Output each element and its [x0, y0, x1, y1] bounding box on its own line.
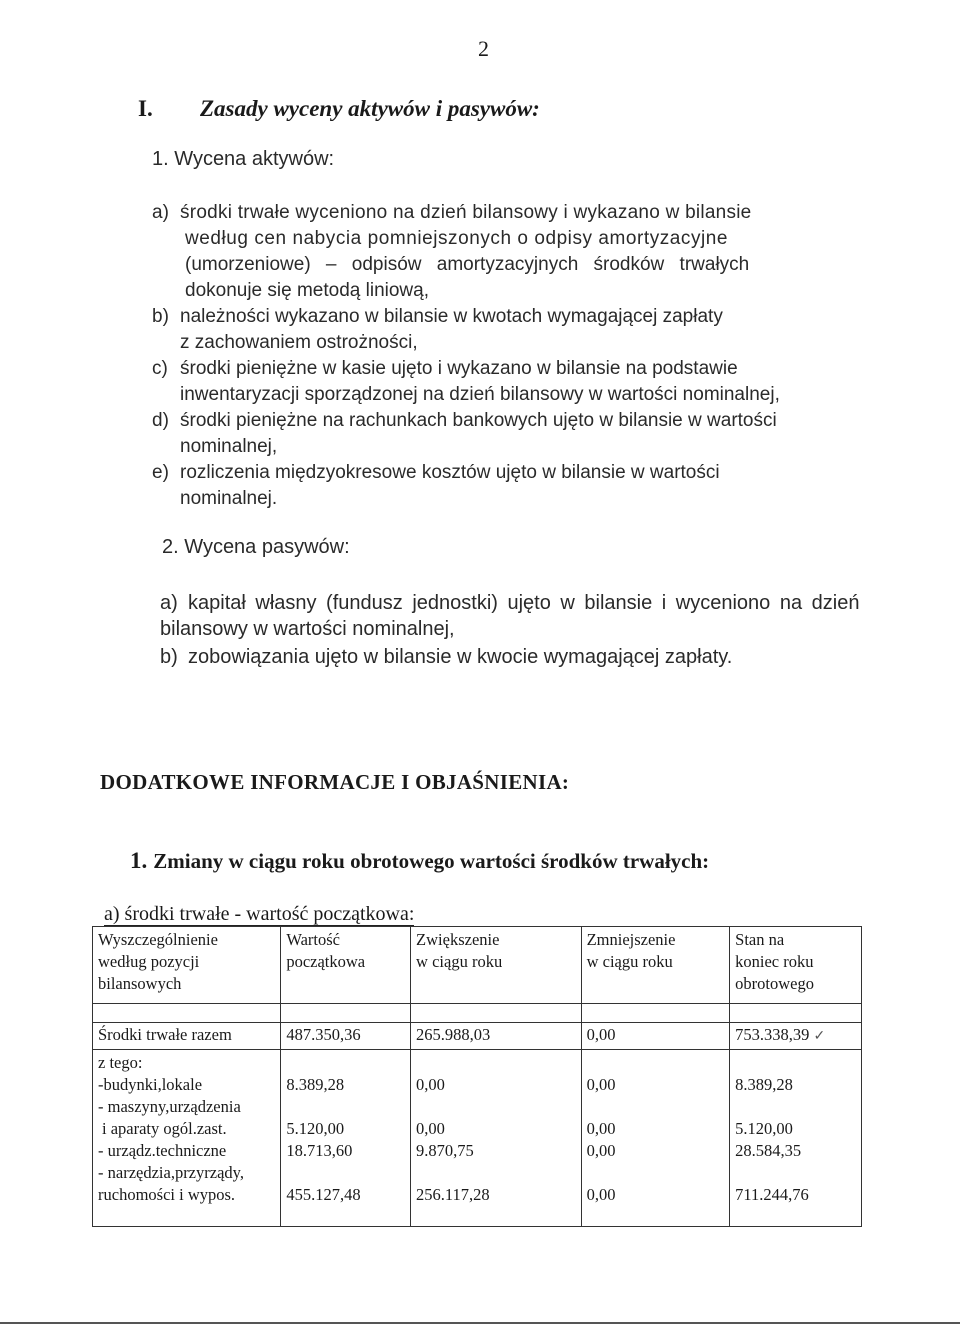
item-line: rozliczenia międzyokresowe kosztów ujęto w bilansie w wartości	[180, 462, 720, 483]
check-mark: ✓	[813, 1029, 826, 1044]
header-line: według pozycji	[98, 952, 200, 971]
detail-cell-increase	[411, 1050, 582, 1227]
total-value-cell: 0,00	[581, 1023, 730, 1050]
subheading-wycena-aktywow: 1. Wycena aktywów:	[152, 148, 335, 170]
header-cell	[93, 927, 281, 1004]
header-line: Zmniejszenie	[586, 930, 676, 949]
section-title: Zasady wyceny aktywów i pasywów:	[200, 96, 540, 121]
detail-line	[735, 1096, 856, 1118]
header-line: początkowa	[286, 952, 366, 971]
total-value-text: 753.338,39	[735, 1025, 810, 1044]
total-value-cell: 265.988,03	[411, 1023, 582, 1050]
item-line: kapitał własny (fundusz jednostki) ujęto w bilansie i wyceniono na dzień	[188, 592, 860, 614]
detail-line	[416, 1162, 576, 1184]
header-line: bilansowych	[98, 974, 182, 993]
spacer-cell	[730, 1004, 862, 1023]
item-line: bilansowy w wartości nominalnej,	[160, 618, 455, 640]
item-letter: d)	[152, 410, 169, 431]
detail-line	[587, 1096, 725, 1118]
detail-line: - urządz.techniczne	[98, 1141, 227, 1160]
item-line: należności wykazano w bilansie w kwotach wymagającej zapłaty	[180, 306, 723, 327]
header-line: w ciągu roku	[586, 952, 673, 971]
table-detail-row	[93, 1050, 862, 1227]
detail-line	[735, 1052, 856, 1074]
item-line: nominalnej.	[180, 488, 278, 509]
item-line: środki pieniężne na rachunkach bankowych ujęto w bilansie w wartości	[180, 410, 777, 431]
detail-line	[587, 1052, 725, 1074]
list-item-d	[152, 408, 872, 460]
fixed-assets-table	[92, 926, 862, 1227]
heading-zmiany-srodkow	[130, 848, 709, 874]
spacer-cell	[411, 1004, 582, 1023]
liability-item-a	[160, 590, 920, 642]
detail-line	[416, 1096, 576, 1118]
item-line: nominalnej,	[180, 436, 278, 457]
heading-dodatkowe-informacje: DODATKOWE INFORMACJE I OBJAŚNIENIA:	[100, 770, 570, 794]
detail-line: 256.117,28	[416, 1185, 490, 1204]
detail-line: - maszyny,urządzenia	[98, 1097, 241, 1116]
header-line: obrotowego	[735, 974, 814, 993]
header-line: Zwiększenie	[416, 930, 500, 949]
header-line: Wyszczególnienie	[98, 930, 218, 949]
detail-cell-initial	[281, 1050, 411, 1227]
item-letter: a)	[152, 202, 169, 223]
item-line: zobowiązania ujęto w bilansie w kwocie wymagającej zapłaty.	[188, 646, 733, 668]
spacer-cell	[581, 1004, 730, 1023]
total-label-cell: Środki trwałe razem	[93, 1023, 281, 1050]
heading-text: Zmiany w ciągu roku obrotowego wartości środków trwałych:	[153, 849, 710, 873]
detail-line: 8.389,28	[735, 1075, 793, 1094]
spacer-cell	[93, 1004, 281, 1023]
list-item-a	[152, 200, 872, 304]
header-line: w ciągu roku	[416, 952, 503, 971]
detail-line: 0,00	[416, 1119, 445, 1138]
detail-line: 8.389,28	[286, 1075, 345, 1094]
detail-line	[735, 1162, 856, 1184]
item-letter: e)	[152, 462, 169, 483]
table-caption-text: a) środki trwałe - wartość początkowa:	[104, 903, 415, 925]
item-letter: a)	[160, 592, 178, 614]
detail-line: 5.120,00	[735, 1119, 793, 1138]
section-label: I.	[138, 96, 153, 121]
detail-line: ruchomości i wypos.	[98, 1185, 236, 1204]
total-value-cell	[730, 1023, 862, 1050]
item-line: z zachowaniem ostrożności,	[180, 332, 418, 353]
item-letter: b)	[152, 306, 169, 327]
detail-line: z tego:	[98, 1053, 143, 1072]
detail-line	[286, 1162, 405, 1184]
item-letter: b)	[160, 646, 178, 668]
item-line: środki pieniężne w kasie ujęto i wykazano w bilansie na podstawie	[180, 358, 738, 379]
header-line: Wartość	[286, 930, 340, 949]
header-line: koniec roku	[735, 952, 814, 971]
spacer-cell	[281, 1004, 411, 1023]
detail-line: 0,00	[586, 1185, 616, 1204]
table-spacer-row	[93, 1004, 862, 1023]
header-line: Stan na	[735, 930, 785, 949]
item-line: środki trwałe wyceniono na dzień bilansowy i wykazano w bilansie	[180, 202, 752, 223]
detail-line: 0,00	[586, 1141, 616, 1160]
header-cell	[281, 927, 411, 1004]
list-item-b	[152, 304, 872, 356]
detail-line: 9.870,75	[416, 1141, 474, 1160]
header-cell	[581, 927, 730, 1004]
table-caption	[104, 903, 414, 926]
detail-line: i aparaty ogól.zast.	[102, 1119, 227, 1138]
list-item-e	[152, 460, 872, 512]
header-cell	[411, 927, 582, 1004]
detail-line: 28.584,35	[735, 1141, 802, 1160]
detail-line: 18.713,60	[286, 1141, 353, 1160]
item-line: według cen nabycia pomniejszonych o odpisy amortyzacyjne	[185, 228, 729, 249]
detail-line	[587, 1162, 725, 1184]
liability-item-b	[160, 644, 920, 670]
detail-line: 455.127,48	[286, 1185, 361, 1204]
header-cell	[730, 927, 862, 1004]
detail-line: -budynki,lokale	[98, 1075, 203, 1094]
detail-line: 0,00	[586, 1075, 616, 1094]
detail-line	[286, 1096, 405, 1118]
total-value-cell: 487.350,36	[281, 1023, 411, 1050]
detail-line: - narzędzia,przyrządy,	[98, 1163, 244, 1182]
detail-cell-end	[730, 1050, 862, 1227]
detail-line: 0,00	[416, 1075, 445, 1094]
detail-line: 0,00	[586, 1119, 616, 1138]
item-line: dokonuje się metodą liniową,	[185, 280, 429, 301]
table-total-row	[93, 1023, 862, 1050]
subheading-wycena-pasywow: 2. Wycena pasywów:	[162, 536, 350, 558]
list-item-c	[152, 356, 872, 408]
detail-line	[286, 1052, 405, 1074]
detail-line: 711.244,76	[735, 1185, 809, 1204]
detail-line	[416, 1052, 576, 1074]
bottom-edge-line	[0, 1322, 960, 1324]
item-line: (umorzeniowe) – odpisów amortyzacyjnych środków trwałych	[185, 254, 750, 275]
table-header-row	[93, 927, 862, 1004]
detail-cell-decrease	[581, 1050, 730, 1227]
heading-number: 1.	[130, 848, 148, 873]
section-heading-zasady	[138, 96, 540, 122]
page-number: 2	[478, 36, 489, 61]
item-line: inwentaryzacji sporządzonej na dzień bilansowy w wartości nominalnej,	[180, 384, 780, 405]
detail-line: 5.120,00	[286, 1119, 345, 1138]
item-letter: c)	[152, 358, 168, 379]
detail-cell-names	[93, 1050, 281, 1227]
